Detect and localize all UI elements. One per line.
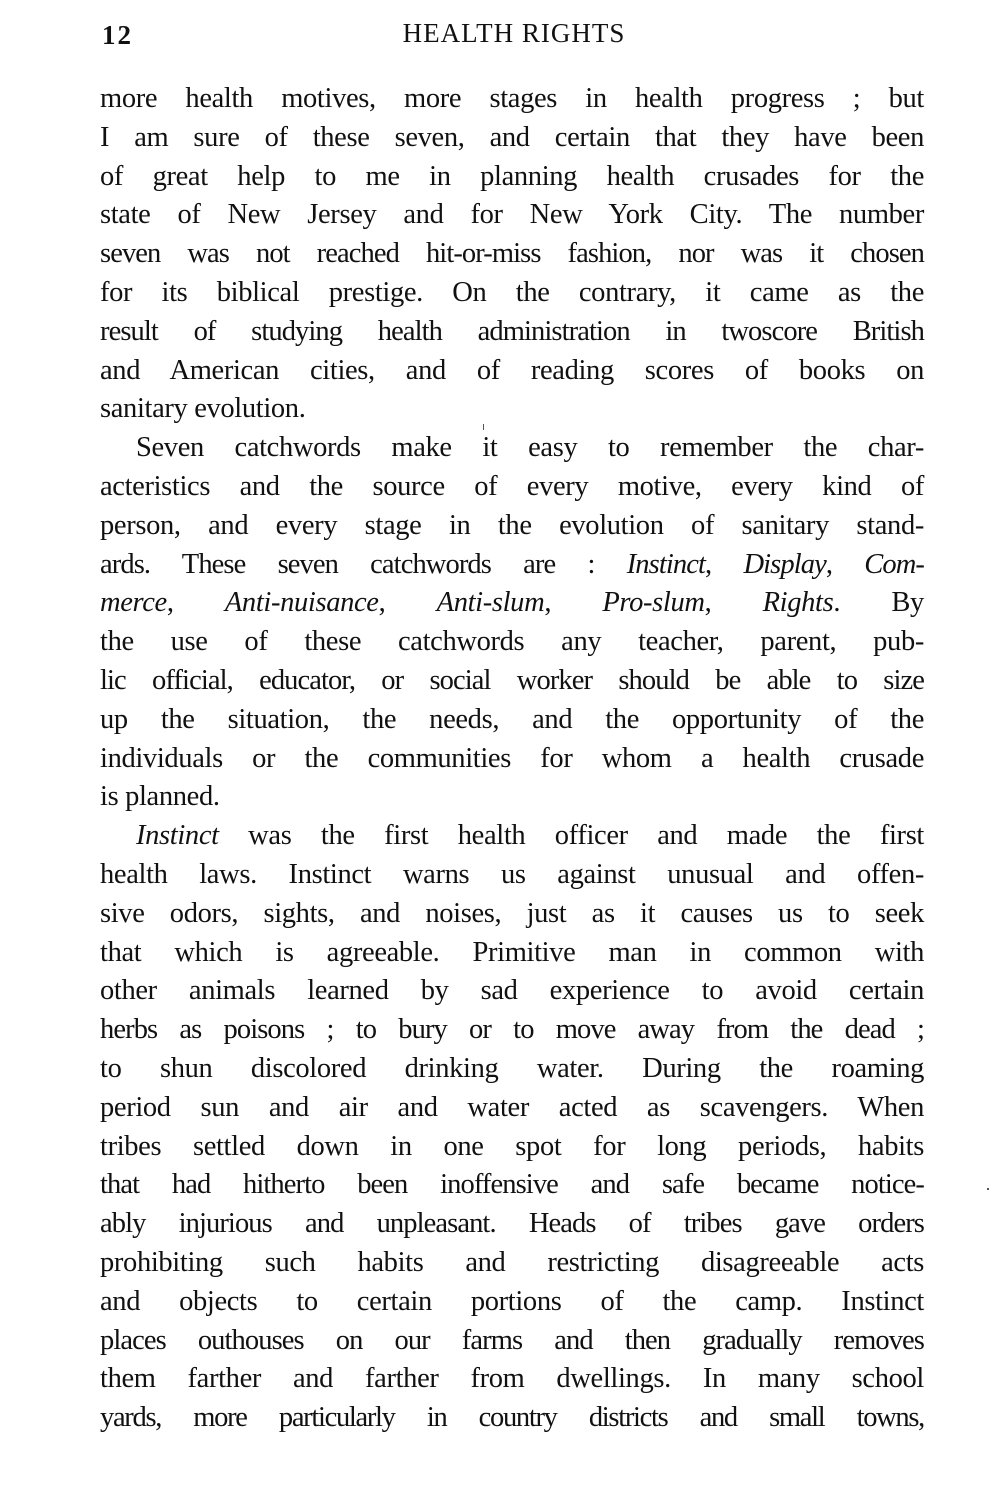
text-line: other animals learned by sad experience to avoid certain — [100, 975, 924, 1007]
text-line: that which is agreeable. Primitive man in common with — [100, 936, 924, 968]
catchword-display: Display — [743, 548, 826, 580]
body-text — [100, 80, 924, 1438]
text-run: , — [705, 548, 744, 580]
text-line: more health motives, more stages in health progress ; but — [100, 83, 924, 114]
text-line: herbs as poisons ; to bury or to move away from the dead ; — [100, 1014, 924, 1046]
catchword-anti-nuisance: Anti-nuisance — [224, 587, 379, 619]
text-run: ards. These seven catchwords are : — [100, 548, 627, 580]
catchword-commerce-part: Com- — [864, 548, 925, 580]
scan-speck — [483, 424, 484, 430]
text-line: period sun and air and water acted as scavengers. When — [100, 1091, 924, 1123]
catchword-anti-slum: Anti-slum — [436, 587, 545, 619]
text-line: result of studying health administration in twoscore British — [100, 315, 924, 347]
text-line: ably injurious and unpleasant. Heads of tribes gave orders — [100, 1208, 924, 1240]
text-line: individuals or the communities for whom a health crusade — [100, 742, 924, 774]
text-line: for its biblical prestige. On the contrary, it came as the — [100, 276, 924, 308]
text-line: state of New Jersey and for New York City. The number — [100, 199, 924, 231]
text-line: up the situation, the needs, and the opportunity of the — [100, 703, 924, 735]
text-line: is planned. — [100, 781, 220, 813]
running-head: HEALTH RIGHTS — [402, 18, 626, 48]
text-line: to shun discolored drinking water. During the roaming — [100, 1052, 924, 1084]
text-line — [100, 584, 924, 623]
text-run: was the first health officer and made the first — [218, 820, 924, 852]
text-line: I am sure of these seven, and certain that they have been — [100, 121, 924, 153]
text-line: that had hitherto been inoffensive and safe became notice- — [100, 1169, 924, 1201]
text-line: lic official, educator, or social worker should be able to size — [100, 664, 924, 696]
text-line: and objects to certain portions of the camp. Instinct — [100, 1285, 924, 1317]
text-line: acteristics and the source of every motive, every kind of — [100, 470, 924, 502]
text-line: the use of these catchwords any teacher, parent, pub- — [100, 626, 924, 658]
text-line: seven was not reached hit-or-miss fashion, nor was it chosen — [100, 238, 924, 270]
catchword-pro-slum: Pro-slum — [602, 587, 705, 619]
text-run: , — [544, 587, 603, 619]
page-number: 12 — [102, 20, 133, 50]
text-line: and American cities, and of reading scores of books on — [100, 354, 924, 386]
text-line: places outhouses on our farms and then gradually removes — [100, 1324, 924, 1356]
text-line: person, and every stage in the evolution of sanitary stand- — [100, 509, 924, 541]
text-line: Seven catchwords make it easy to remember the char- — [136, 432, 924, 464]
catchword-rights: Rights — [762, 587, 834, 619]
scan-speck — [987, 1188, 989, 1190]
text-run: , — [704, 587, 763, 619]
text-line: tribes settled down in one spot for long periods, habits — [100, 1130, 924, 1162]
text-line: yards, more particularly in country districts and small towns, — [100, 1402, 924, 1434]
text-run: . By — [833, 587, 924, 619]
text-line: sive odors, sights, and noises, just as it causes us to seek — [100, 897, 924, 929]
page-header — [100, 16, 924, 56]
text-line: sanitary evolution. — [100, 393, 306, 425]
text-line — [100, 546, 924, 585]
text-line — [100, 817, 924, 856]
catchword-instinct: Instinct — [136, 820, 219, 852]
catchword-instinct: Instinct — [626, 548, 706, 580]
text-run: , — [825, 548, 865, 580]
text-run: , — [166, 587, 225, 619]
text-line: them farther and farther from dwellings. In many school — [100, 1363, 924, 1395]
text-run: , — [378, 587, 437, 619]
text-line: prohibiting such habits and restricting disagreeable acts — [100, 1246, 924, 1278]
text-line: health laws. Instinct warns us against unusual and offen- — [100, 858, 924, 890]
text-line: of great help to me in planning health crusades for the — [100, 160, 924, 192]
catchword-commerce-part: merce — [100, 587, 167, 619]
